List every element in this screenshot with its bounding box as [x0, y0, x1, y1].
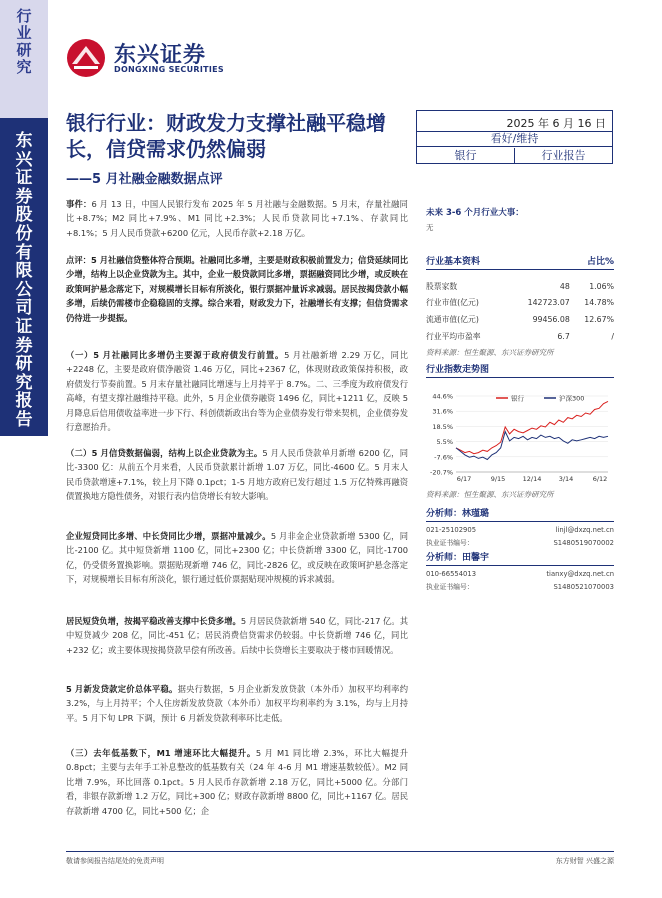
events-value: 无 — [426, 223, 434, 232]
trend-header — [426, 362, 614, 378]
table-cell-pct: / — [611, 331, 614, 341]
legend-label: 银行 — [511, 394, 524, 403]
legend-label: 沪深300 — [559, 394, 585, 403]
table-row — [426, 295, 614, 312]
report-type-label: 行业报告 — [541, 149, 586, 162]
industry-label: 银行 — [417, 148, 515, 164]
analyst-email[interactable]: linjl@dxzq.net.cn — [555, 526, 614, 534]
paragraph-household-loans — [66, 614, 408, 657]
analyst-cert-number: S1480519070002 — [553, 538, 614, 547]
report-date: 2025 年 6 月 16 日 — [506, 117, 606, 130]
paragraph-lead: 点评：5 月社融信贷整体符合预期。社融同比多增，主要是财政积极前置发力；信贷延续同比少增，结构上以企业贷款为主。其中，企业一般贷款同比多增，票据融资同比少增，或反映在政策呵护悬念落定下，对规模增长目标有所淡化，银行票据冲量诉求减弱。居民按揭贷款小幅多增，后续仍需楼市企稳稳固的支撑。综合来看，财政发力下，社融增长有支撑；但信贷需求仍待进一步提振。 — [66, 255, 408, 323]
table-row — [426, 328, 614, 345]
paragraph-corporate-loans — [66, 529, 408, 587]
paragraph-loan-pricing — [66, 682, 408, 725]
x-tick-label: 6/12 — [592, 475, 608, 483]
series-line-csi300 — [456, 432, 608, 460]
analyst-cert — [426, 537, 614, 550]
paragraph-credit — [66, 446, 408, 504]
paragraph-text: 5 月 M1 同比增 2.3%，环比大幅提升 0.8pct；主要与去年手工补息整改的低基数有关（24 年 4-6 月 M1 增速基数较低）。M2 同比增 7.9%，环比回落 0.1pct。5 月人民币存款新增 2.18 万亿，同比+5000 亿。分部门看，非银存款新增 1.2 万亿，同比+300 亿；财政存款新增 8800 亿，同比+1167 亿。居民存款新增 4700 亿，同比+500 亿；企 — [66, 748, 408, 816]
analyst-contact — [426, 524, 614, 537]
table-cell-value: 142723.07 — [527, 298, 570, 308]
table-row — [426, 278, 614, 295]
x-tick-label: 6/17 — [456, 475, 472, 483]
basic-info-table — [426, 278, 614, 344]
paragraph-social-financing — [66, 348, 408, 434]
logo-mark-icon — [66, 38, 106, 78]
paragraph-text: 5 月非金企业贷款新增 5300 亿，同比-2100 亿。其中短贷新增 1100 亿，同比+2300 亿；中长贷新增 3300 亿，同比-1700 亿，仍受债务置换影响。票据贴现新增 746 亿，同比-2826 亿，或反映在政策呵护悬念落定下，对规模增长目标有所淡化，银行通过低价票据贴现冲规模的诉求减弱。 — [66, 531, 408, 585]
paragraph-lead: （一）5 月社融同比多增仍主要源于政府债发行前置。 — [66, 350, 285, 360]
paragraph-lead: （三）去年低基数下，M1 增速环比大幅提升。 — [66, 748, 256, 758]
report-title: 银行行业：财政发力支撑社融平稳增长，信贷需求仍然偏弱 — [66, 111, 386, 161]
report-subtitle: ——5 月社融金融数据点评 — [66, 172, 223, 187]
paragraph-lead: 5 月新发贷款定价总体平稳。 — [66, 684, 178, 694]
table-cell-pct: 14.78% — [584, 298, 614, 308]
table-cell-label: 行业平均市盈率 — [426, 331, 481, 341]
sidebar-category-band — [0, 0, 48, 118]
paragraph-text: 5 月居民贷款新增 540 亿，同比-217 亿。其中短贷减少 208 亿，同比-451 亿；居民消费信贷需求仍较弱。中长贷新增 746 亿，同比+232 亿；或主要体现按揭贷款早偿有所改善。后续中长贷增长主要取决于楼市回暖情况。 — [66, 616, 408, 655]
paragraph-lead: 居民短贷负增，按揭平稳改善支撑中长贷多增。 — [66, 616, 241, 626]
x-tick-label: 3/14 — [558, 475, 574, 483]
analyst-cert-label: 执业证书编号： — [426, 538, 474, 547]
trend-title: 行业指数走势图 — [426, 365, 490, 375]
y-tick-label: 44.6% — [432, 392, 453, 401]
report-info-box — [416, 110, 613, 164]
sidebar-company: 东兴证券股份有限公司证券研究报告 — [15, 131, 33, 430]
x-tick-label: 12/14 — [522, 475, 542, 483]
rating-label: 看好/维持 — [417, 131, 612, 147]
y-tick-label: -7.6% — [434, 453, 453, 462]
analyst-phone: 021-25102905 — [426, 526, 477, 534]
sidebar-company-band — [0, 118, 48, 436]
table-row — [426, 311, 614, 328]
analyst-cert-number: S1480521070003 — [553, 582, 614, 591]
table-cell-value: 6.7 — [557, 331, 570, 341]
paragraph-text: 5 月人民币贷款单月新增 6200 亿，同比-3300 亿：从前五个月来看，人民币贷款累计新增 1.07 万亿，同比-4600 亿。5 月末人民币贷款增速+7.1%，较上月下降 0.1pct；1-5 月地方政府已发行超过 1.5 万亿特殊再融资债置换地方隐性债务，对银行表内信贷增长有较大影响。 — [66, 448, 408, 502]
paragraph-lead: 事件： — [66, 199, 92, 209]
paragraph-lead: （二）5 月信贷数据偏弱，结构上以企业贷款为主。 — [66, 448, 263, 458]
analyst-cert-label: 执业证书编号： — [426, 582, 474, 591]
table-cell-pct: 1.06% — [589, 281, 614, 291]
paragraph-text: 6 月 13 日，中国人民银行发布 2025 年 5 月社融与金融数据。5 月末，存量社融同比+8.7%；M2 同比+7.9%、M1 同比+2.3%；人民币贷款同比+7.1%、存款同比+8.1%；5 月人民币贷款+6200 亿元，人民币存款+2.18 万亿。 — [66, 199, 408, 238]
y-tick-label: 31.6% — [432, 407, 453, 416]
table-cell-value: 99456.08 — [532, 314, 570, 324]
logo-text-en: DONGXING SECURITIES — [114, 65, 224, 74]
y-tick-label: -20.7% — [430, 468, 453, 477]
table-cell-label: 股票家数 — [426, 281, 458, 291]
industry-events — [426, 206, 614, 233]
analyst-contact — [426, 568, 614, 581]
basic-info-header — [426, 254, 614, 270]
analyst-name: 分析师：田馨宇 — [426, 550, 614, 566]
y-tick-label: 18.5% — [432, 422, 453, 431]
paragraph-comment — [66, 253, 408, 325]
table-cell-label: 行业市值(亿元) — [426, 298, 479, 308]
footer-disclaimer: 敬请参阅报告结尾处的免责声明 — [66, 857, 164, 865]
company-logo — [66, 36, 266, 82]
analyst-email[interactable]: tianxy@dxzq.net.cn — [546, 570, 614, 578]
sidebar-category: 行业研究 — [16, 7, 32, 76]
events-title: 未来 3-6 个月行业大事： — [426, 208, 524, 218]
paragraph-text: 5 月社融新增 2.29 万亿，同比+2248 亿，主要是政府债净融资 1.46 万亿，同比+2367 亿，体现财政政策保持积极，政府债发行节奏前置。5 月末存量社融同比增速与上月持平于 8.7%。二、三季度为政府债发行高峰，有望支撑社融维持平稳。此外，5 月企业债券融资 1496 亿，同比+1211 亿，反映 5 月降息后信用债收益率进一步下行、科创债新政出台等为企业债券发行带来契机，企业债券发行意愿抬升。 — [66, 350, 408, 433]
table-cell-pct: 12.67% — [584, 314, 614, 324]
footer-divider — [66, 851, 614, 852]
x-tick-label: 9/15 — [490, 475, 506, 483]
trend-chart — [426, 388, 614, 488]
table-cell-value: 48 — [559, 281, 570, 291]
paragraph-event — [66, 197, 408, 240]
basic-info-pct-header: 占比% — [586, 257, 614, 267]
trend-source: 资料来源：恒生聚源、东兴证券研究所 — [426, 490, 554, 499]
paragraph-m1 — [66, 746, 408, 818]
analyst-block-1 — [426, 506, 614, 549]
basic-info-source: 资料来源：恒生聚源、东兴证券研究所 — [426, 348, 554, 357]
analyst-name: 分析师：林瑾璐 — [426, 506, 614, 522]
table-cell-label: 流通市值(亿元) — [426, 314, 479, 324]
y-tick-label: 5.5% — [436, 438, 453, 447]
footer-slogan: 东方财智 兴盛之源 — [555, 857, 614, 865]
basic-info-title: 行业基本资料 — [426, 257, 481, 267]
analyst-cert — [426, 581, 614, 594]
paragraph-lead: 企业短贷同比多增、中长贷同比少增，票据冲量减少。 — [66, 531, 271, 541]
series-line-bank — [456, 401, 608, 453]
paragraph-text: 据央行数据，5 月企业新发放贷款（本外币）加权平均利率约 3.2%，与上月持平；个人住房新发放贷款（本外币）加权平均利率约为 3.1%，均与上月持平。5 月下旬 LPR 下调，预计 6 月新发贷款利率环比走低。 — [66, 684, 408, 723]
analyst-block-2 — [426, 550, 614, 593]
logo-text-cn: 东兴证券 — [114, 43, 207, 68]
analyst-phone: 010-66554013 — [426, 570, 477, 578]
